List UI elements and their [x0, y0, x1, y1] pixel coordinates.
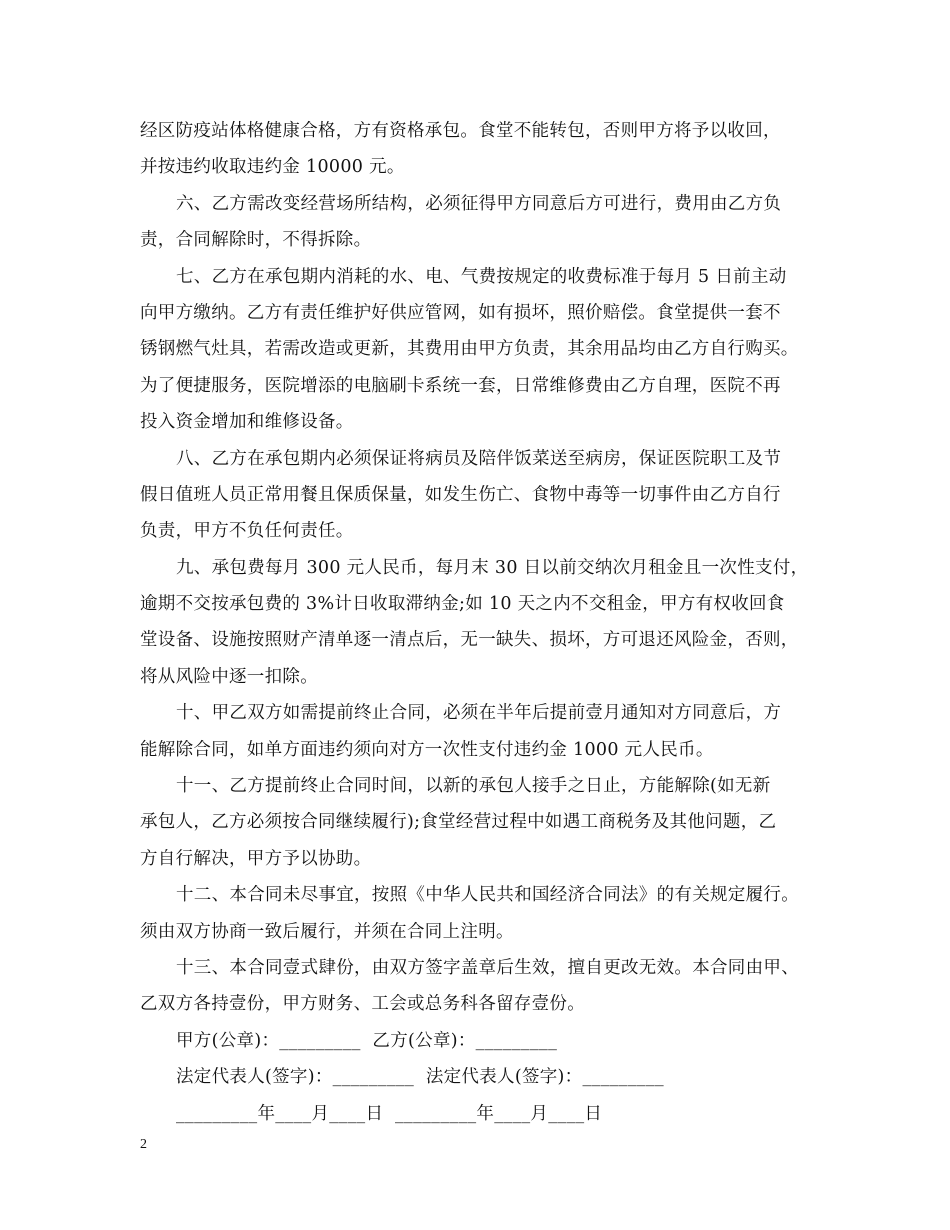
- clause-11-line: 十一、乙方提前终止合同时间，以新的承包人接手之日止，方能解除(如无新: [176, 776, 771, 797]
- text-line: 能解除合同，如单方面违约须向对方一次性支付违约金 1000 元人民币。: [140, 739, 714, 760]
- text-line: 责，合同解除时，不得拆除。: [140, 230, 372, 251]
- text-line: 承包人，乙方必须按合同继续履行);食堂经营过程中如遇工商税务及其他问题，乙: [140, 812, 777, 833]
- clause-9-line: 九、承包费每月 300 元人民币，每月末 30 日以前交纳次月租金且一次性支付，: [176, 557, 809, 578]
- text-line: 负责，甲方不负任何责任。: [140, 521, 354, 542]
- signature-parties: 甲方(公章)：_________ 乙方(公章)：_________: [176, 1030, 558, 1051]
- text-line: 乙双方各持壹份，甲方财务、工会或总务科各留存壹份。: [140, 994, 585, 1015]
- text-line: 为了便捷服务，医院增添的电脑刷卡系统一套，日常维修费由乙方自理，医院不再: [140, 375, 781, 396]
- text-line: 经区防疫站体格健康合格，方有资格承包。食堂不能转包，否则甲方将予以收回，: [140, 121, 781, 141]
- text-line: 须由双方协商一致后履行，并须在合同上注明。: [140, 921, 514, 942]
- text-line: 锈钢燃气灶具，若需改造或更新，其费用由甲方负责，其余用品均由乙方自行购买。: [140, 339, 799, 360]
- clause-12-line: 十二、本合同未尽事宜，按照《中华人民共和国经济合同法》的有关规定履行。: [176, 885, 799, 906]
- text-line: 并按违约收取违约金 10000 元。: [140, 157, 405, 178]
- text-line: 向甲方缴纳。乙方有责任维护好供应管网，如有损坏，照价赔偿。食堂提供一套不: [140, 302, 781, 323]
- clause-10-line: 十、甲乙双方如需提前终止合同，必须在半年后提前壹月通知对方同意后，方: [176, 703, 782, 724]
- text-line: 方自行解决，甲方予以协助。: [140, 848, 372, 869]
- page-number: 2: [140, 1137, 147, 1152]
- clause-7-line: 七、乙方在承包期内消耗的水、电、气费按规定的收费标准于每月 5 日前主动: [176, 266, 787, 287]
- text-line: 假日值班人员正常用餐且保质保量，如发生伤亡、食物中毒等一切事件由乙方自行: [140, 484, 781, 505]
- signature-representatives: 法定代表人(签字)：_________ 法定代表人(签字)：_________: [176, 1067, 664, 1088]
- text-line: 堂设备、设施按照财产清单逐一清点后，无一缺失、损坏，方可退还风险金，否则，: [140, 630, 799, 651]
- contract-body: [140, 113, 823, 1132]
- signature-dates: _________年____月____日 _________年____月____日: [176, 1103, 603, 1124]
- text-line: 逾期不交按承包费的 3%计日收取滞纳金;如 10 天之内不交租金，甲方有权收回食: [140, 594, 785, 615]
- text-line: 投入资金增加和维修设备。: [140, 412, 354, 433]
- clause-8-line: 八、乙方在承包期内必须保证将病员及陪伴饭菜送至病房，保证医院职工及节: [176, 448, 782, 469]
- clause-6-line: 六、乙方需改变经营场所结构，必须征得甲方同意后方可进行，费用由乙方负: [176, 193, 782, 214]
- clause-13-line: 十三、本合同壹式肆份，由双方签字盖章后生效，擅自更改无效。本合同由甲、: [176, 957, 799, 978]
- text-line: 将从风险中逐一扣除。: [140, 666, 318, 687]
